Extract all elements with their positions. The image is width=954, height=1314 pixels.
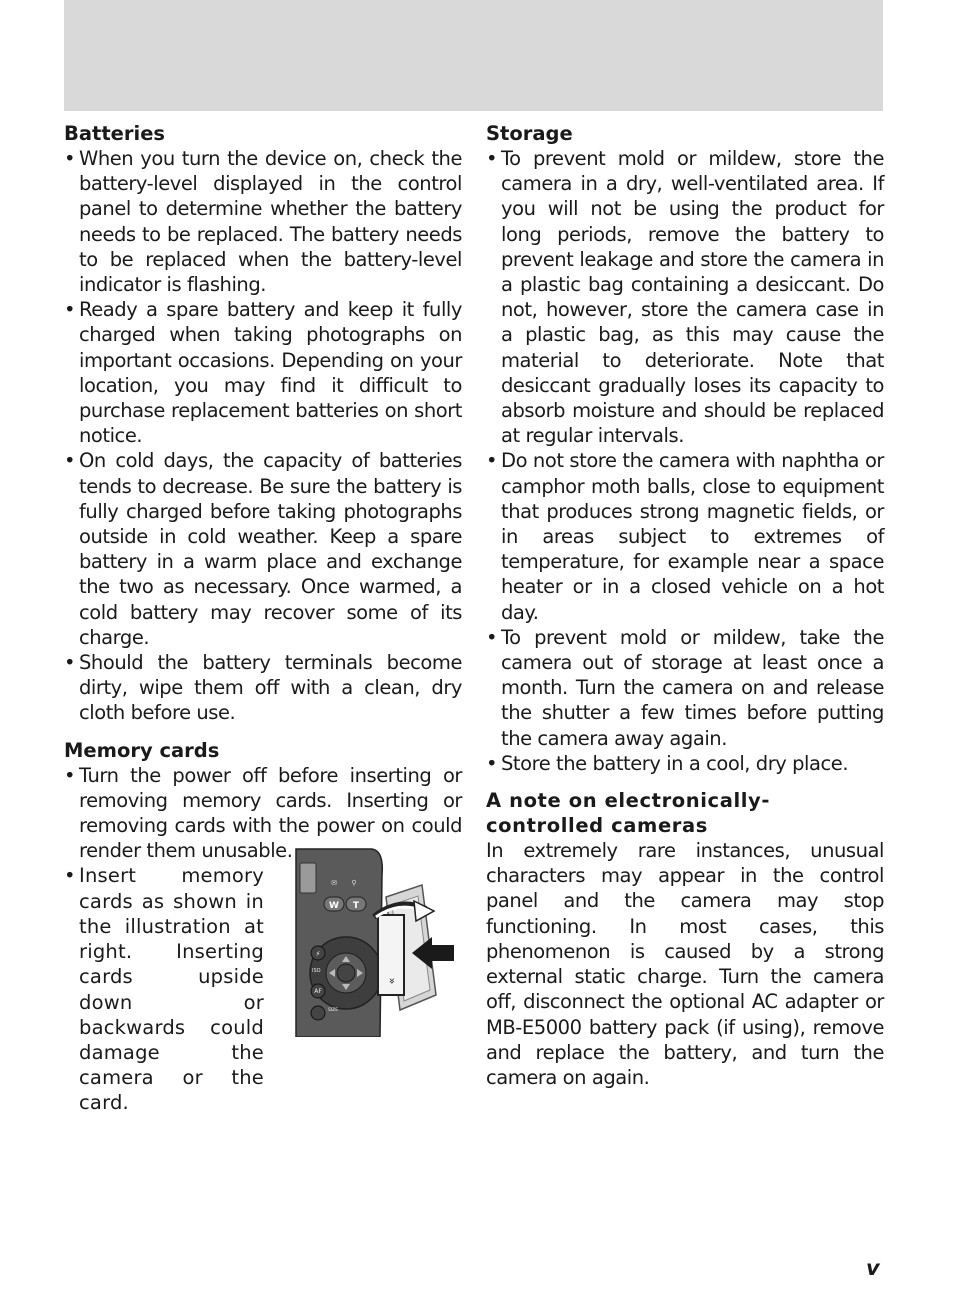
- batteries-item: • On cold days, the capacity of batteries tends to decrease. Be sure the battery is fully charged before taking photographs outside in cold weather. Keep a spare battery in a warm place and exchange the two as necessary. Once warmed, a cold battery may recover some of its charge.: [64, 448, 462, 650]
- storage-heading: Storage: [486, 122, 573, 145]
- page-number: v: [866, 1256, 880, 1280]
- svg-text:⚲: ⚲: [351, 879, 357, 887]
- zoom-w-label: W: [329, 901, 339, 911]
- af-label: AF: [314, 988, 322, 995]
- right-column: [486, 121, 884, 1090]
- storage-item: • Do not store the camera with naphtha or camphor moth balls, close to equipment that produces strong magnetic fields, or in areas subject to extremes of temperature, for example near a space heater or in a closed vehicle on a hot day.: [486, 448, 884, 624]
- zoom-t-label: T: [352, 901, 360, 911]
- memory-cards-item: • Insert memory cards as shown in the illustration at right. Inserting cards upside down or backwards could damage the camera or the card.: [64, 863, 264, 1115]
- batteries-heading: Batteries: [64, 122, 166, 145]
- iso-label: ISO: [312, 968, 321, 974]
- note-heading: A note on electronically-controlled cameras: [486, 789, 771, 838]
- batteries-item: • Ready a spare battery and keep it fully charged when taking photographs on important occasions. Depending on your location, you may find it difficult to purchase replacement batteries on short notice.: [64, 297, 462, 448]
- header-band: [64, 0, 883, 111]
- svg-text:✉: ✉: [331, 879, 337, 887]
- svg-text:«: «: [385, 977, 398, 985]
- storage-item: • To prevent mold or mildew, store the camera in a dry, well-ventilated area. If you will not be using the product for long periods, remove the battery to prevent leakage and store the camera in a plastic bag containing a desiccant. Do not, however, store the camera case in a plastic bag, as this may cause the material to deteriorate. Note that desiccant gradually loses its capacity to absorb moisture and should be replaced at regular intervals.: [486, 146, 884, 448]
- note-body: In extremely rare instances, unusual characters may appear in the control panel and the camera may stop functioning. In most cases, this phenomenon is caused by a strong external static charge. Turn the camera off, disconnect the optional AC adapter or MB-E5000 battery pack (if using), remove and replace the battery, and turn the camera on again.: [486, 839, 884, 1089]
- memory-cards-heading: Memory cards: [64, 738, 220, 762]
- batteries-item: • Should the battery terminals become dirty, wipe them off with a clean, dry cloth before use.: [64, 650, 462, 726]
- camera-memory-card-illustration: [294, 845, 456, 1037]
- storage-list: [486, 146, 884, 776]
- storage-item: • To prevent mold or mildew, take the camera out of storage at least once a month. Turn the camera on and release the shutter a few times before putting the camera away again.: [486, 625, 884, 751]
- storage-item: • Store the battery in a cool, dry place.: [486, 751, 884, 776]
- svg-text:⚡: ⚡: [315, 950, 321, 958]
- batteries-list: [64, 146, 462, 726]
- size-label: SIZE: [328, 1008, 339, 1013]
- memory-cards-item: • Turn the power off before inserting or removing memory cards. Inserting or removing cards with the power on could render them unusable.: [64, 763, 462, 864]
- memory-cards-list-cont: [64, 863, 264, 1115]
- batteries-item: • When you turn the device on, check the battery-level displayed in the control panel to determine whether the battery needs to be replaced. The battery needs to be replaced when the battery-level indicator is flashing.: [64, 146, 462, 297]
